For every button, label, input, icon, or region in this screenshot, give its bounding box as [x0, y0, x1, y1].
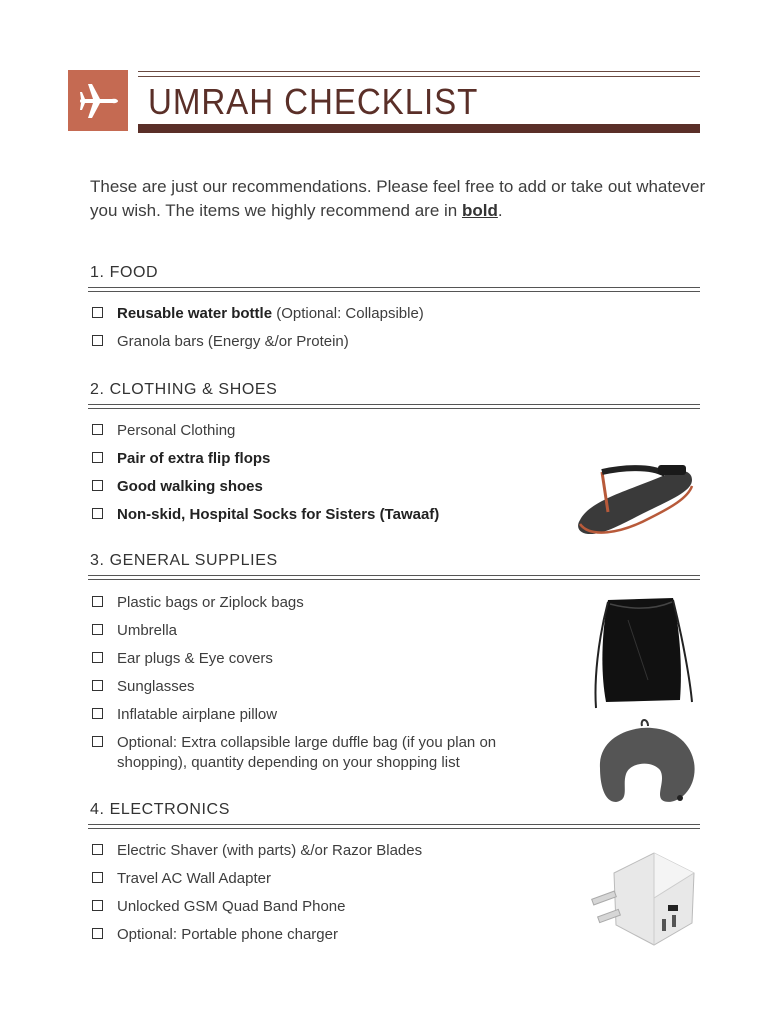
checklist-electronics — [92, 841, 422, 953]
list-item — [92, 477, 439, 505]
item-text: Ear plugs & Eye covers — [117, 650, 273, 667]
list-item — [92, 897, 422, 925]
item-text: Electric Shaver (with parts) &/or Razor Blades — [117, 842, 423, 859]
page-title: UMRAH CHECKLIST — [148, 81, 479, 122]
item-text: Plastic bags or Ziplock bags — [117, 594, 304, 611]
item-bold: Pair of extra flip flops — [117, 450, 271, 467]
list-item — [92, 925, 422, 953]
checkbox[interactable] — [92, 900, 103, 911]
list-item — [92, 421, 439, 449]
checkbox[interactable] — [92, 424, 103, 435]
section-heading-food: 1. FOOD — [90, 264, 159, 281]
section-rule — [88, 287, 700, 292]
logo-box — [68, 70, 128, 131]
item-bold: Reusable water bottle — [117, 305, 273, 322]
checkbox[interactable] — [92, 844, 103, 855]
item-text: Inflatable airplane pillow — [117, 706, 278, 723]
item-text: Optional: Portable phone charger — [117, 926, 338, 943]
title-rule — [138, 76, 700, 77]
checkbox[interactable] — [92, 480, 103, 491]
item-text: Sunglasses — [117, 678, 195, 695]
checkbox[interactable] — [92, 680, 103, 691]
list-item — [92, 649, 547, 677]
travel-adapter-image — [584, 843, 702, 953]
checkbox[interactable] — [92, 872, 103, 883]
list-item — [92, 733, 547, 781]
intro-bold-word: bold — [461, 201, 498, 220]
drawstring-bag-image — [588, 590, 698, 712]
intro-text — [90, 175, 710, 223]
checkbox[interactable] — [92, 508, 103, 519]
checklist-clothing — [92, 421, 439, 533]
flip-flop-image — [570, 450, 700, 545]
list-item — [92, 677, 547, 705]
title-underline-bar — [138, 124, 700, 133]
checkbox[interactable] — [92, 335, 103, 346]
checkbox[interactable] — [92, 452, 103, 463]
list-item — [92, 304, 424, 332]
checkbox[interactable] — [92, 652, 103, 663]
checkbox[interactable] — [92, 736, 103, 747]
list-item — [92, 621, 547, 649]
intro-sentence: These are just our recommendations. Please feel free to add or take out whatever you wish. The items we highly recommend are in — [90, 177, 706, 220]
list-item — [92, 593, 547, 621]
section-heading-clothing: 2. CLOTHING & SHOES — [90, 381, 278, 398]
neck-pillow-image — [590, 718, 702, 808]
list-item — [92, 869, 422, 897]
section-heading-general-supplies: 3. GENERAL SUPPLIES — [90, 552, 278, 569]
item-text: Optional: Extra collapsible large duffle bag (if you plan on shopping), quantity depending on your shopping list — [117, 734, 497, 771]
list-item — [92, 449, 439, 477]
airplane-icon — [73, 76, 123, 126]
item-text: Granola bars (Energy &/or Protein) — [117, 333, 349, 350]
section-heading-electronics: 4. ELECTRONICS — [90, 801, 230, 818]
list-item — [92, 505, 439, 533]
checkbox[interactable] — [92, 928, 103, 939]
item-text: Personal Clothing — [117, 422, 236, 439]
list-item — [92, 332, 424, 360]
list-item — [92, 705, 547, 733]
item-bold: Non-skid, Hospital Socks for Sisters (Tawaaf) — [117, 506, 440, 523]
list-item — [92, 841, 422, 869]
section-rule — [88, 824, 700, 829]
item-text: Umbrella — [117, 622, 178, 639]
title-rule — [138, 71, 700, 72]
intro-end: . — [497, 201, 503, 220]
item-text: Unlocked GSM Quad Band Phone — [117, 898, 346, 915]
item-text: (Optional: Collapsible) — [272, 305, 424, 322]
checklist-food — [92, 304, 424, 360]
checklist-general-supplies — [92, 593, 547, 781]
checkbox[interactable] — [92, 624, 103, 635]
checkbox[interactable] — [92, 596, 103, 607]
item-bold: Good walking shoes — [117, 478, 263, 495]
section-rule — [88, 575, 700, 580]
item-text: Travel AC Wall Adapter — [117, 870, 271, 887]
checkbox[interactable] — [92, 307, 103, 318]
checkbox[interactable] — [92, 708, 103, 719]
section-rule — [88, 404, 700, 409]
